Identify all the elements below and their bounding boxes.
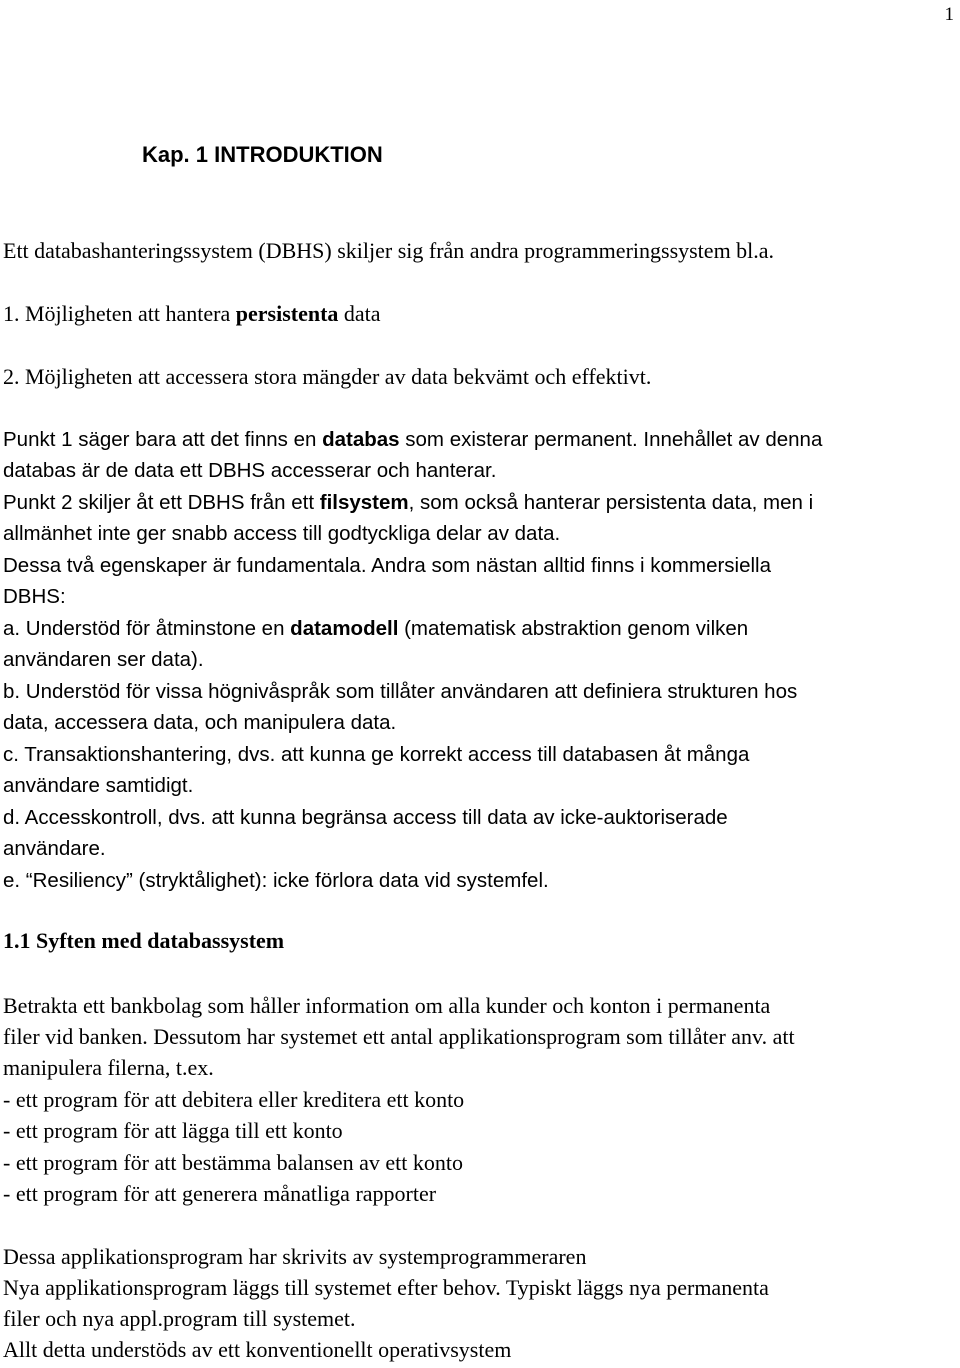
section-p1-line-2: filer vid banken. Dessutom har systemet ett antal applikationsprogram som tillåter anv. att <box>3 1024 795 1049</box>
list-item-a-line-2: användaren ser data). <box>3 648 204 671</box>
fundamental-line-2: DBHS: <box>3 585 66 608</box>
list-item-a-text: a. Understöd för åtminstone en <box>3 617 291 640</box>
intro-item-2: 2. Möjligheten att accessera stora mängder av data bekvämt och effektivt. <box>3 364 652 389</box>
section-p2-line-4: Allt detta understöds av ett konventionellt operativsystem <box>3 1337 512 1362</box>
punkt1-line-2: databas är de data ett DBHS accesserar och hanterar. <box>3 459 497 482</box>
list-item-d: d. Accesskontroll, dvs. att kunna begränsa access till data av icke-auktoriserade <box>3 806 728 829</box>
bullet-item: - ett program för att bestämma balansen av ett konto <box>3 1150 464 1175</box>
punkt2-line-2: allmänhet inte ger snabb access till godtyckliga delar av data. <box>3 522 561 545</box>
punkt1-tail: som existerar permanent. Innehållet av denna <box>399 428 823 451</box>
intro-line: Ett databashanteringssystem (DBHS) skiljer sig från andra programmeringssystem bl.a. <box>3 238 775 263</box>
list-item-b: b. Understöd för vissa högnivåspråk som tillåter användaren att definiera strukturen hos <box>3 680 798 703</box>
bullet-item: - ett program för att debitera eller kreditera ett konto <box>3 1087 465 1112</box>
punkt1-bold: databas <box>322 428 400 451</box>
punkt2-text: Punkt 2 skiljer åt ett DBHS från ett <box>3 491 320 514</box>
section-p2-line-2: Nya applikationsprogram läggs till systemet efter behov. Typiskt läggs nya permanenta <box>3 1275 769 1300</box>
bullet-item: - ett program för att generera månatliga rapporter <box>3 1181 437 1206</box>
punkt2-tail: , som också hanterar persistenta data, men i <box>408 491 814 514</box>
section-p1-line-1: Betrakta ett bankbolag som håller information om alla kunder och konton i permanenta <box>3 993 771 1018</box>
section-p2-line-3: filer och nya appl.program till systemet. <box>3 1306 356 1331</box>
intro-item-1 <box>3 299 381 329</box>
section-p1-line-3: manipulera filerna, t.ex. <box>3 1055 214 1080</box>
list-item-b-line-2: data, accessera data, och manipulera data. <box>3 711 397 734</box>
punkt2-line-1 <box>3 488 813 518</box>
punkt2-bold: filsystem <box>319 491 409 514</box>
intro-item-1-text: 1. Möjligheten att hantera <box>3 301 236 326</box>
section-title: 1.1 Syften med databassystem <box>3 928 285 953</box>
list-item-a-bold: datamodell <box>290 617 399 640</box>
list-item-c: c. Transaktionshantering, dvs. att kunna ge korrekt access till databasen åt många <box>3 743 750 766</box>
punkt1-text: Punkt 1 säger bara att det finns en <box>3 428 323 451</box>
punkt1-line-1 <box>3 425 822 455</box>
list-item-e: e. “Resiliency” (stryktålighet): icke förlora data vid systemfel. <box>3 869 549 892</box>
section-p2-line-1: Dessa applikationsprogram har skrivits av systemprogrammeraren <box>3 1244 587 1269</box>
list-item-d-line-2: användare. <box>3 837 106 860</box>
page-number: 1 <box>944 4 954 25</box>
fundamental-line-1: Dessa två egenskaper är fundamentala. Andra som nästan alltid finns i kommersiella <box>3 554 772 577</box>
intro-item-1-bold: persistenta <box>235 301 339 326</box>
list-item-a <box>3 614 748 644</box>
intro-item-1-tail: data <box>338 301 381 326</box>
chapter-title: Kap. 1 INTRODUKTION <box>142 142 383 167</box>
list-item-c-line-2: användare samtidigt. <box>3 774 194 797</box>
bullet-item: - ett program för att lägga till ett konto <box>3 1118 343 1143</box>
list-item-a-tail: (matematisk abstraktion genom vilken <box>398 617 749 640</box>
